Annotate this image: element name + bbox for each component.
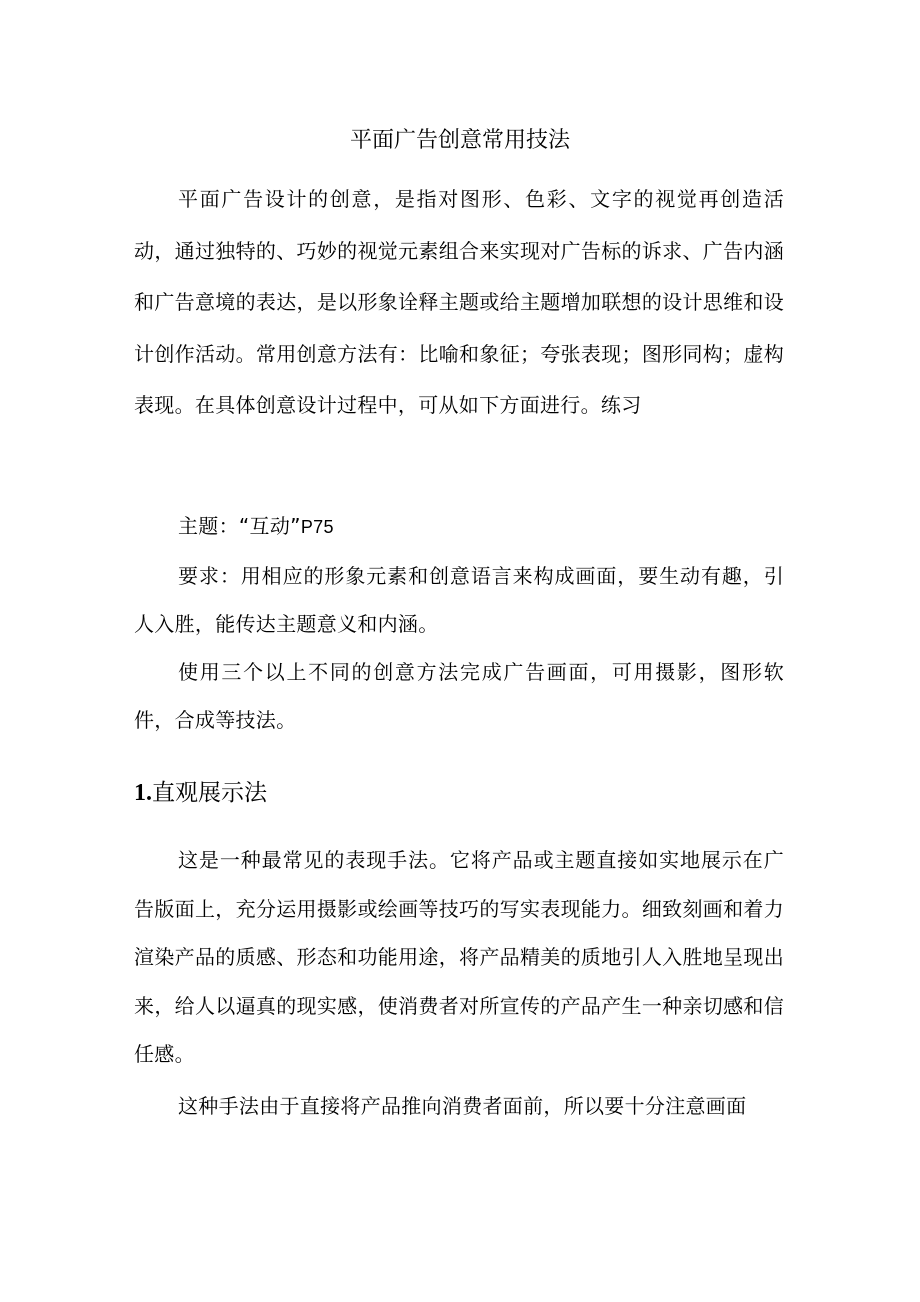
exercise-topic-page-ref: P75 — [300, 517, 334, 537]
exercise-topic — [134, 506, 784, 547]
section-paragraph-1: 这是一种最常见的表现手法。它将产品或主题直接如实地展示在广告版面上，充分运用摄影或绘画等技巧的写实表现能力。细致刻画和着力渲染产品的质感、形态和功能用途，将产品精美的质地引人入胜地呈现出来，给人以逼真的现实感，使消费者对所宣传的产品产生一种亲切感和信任感。 — [134, 848, 784, 1066]
section-title: 直观展示法 — [152, 780, 267, 806]
exercise-topic-text: 主题：“互动” — [178, 514, 301, 538]
section-heading — [134, 775, 267, 811]
exercise-method: 使用三个以上不同的创意方法完成广告画面，可用摄影，图形软件，合成等技法。 — [134, 660, 784, 732]
intro-paragraph: 平面广告设计的创意，是指对图形、色彩、文字的视觉再创造活动，通过独特的、巧妙的视觉元素组合来实现对广告标的诉求、广告内涵和广告意境的表达，是以形象诠释主题或给主题增加联想的设计思维和设计创作活动。常用创意方法有：比喻和象征；夸张表现；图形同构；虚构表现。在具体创意设计过程中，可从如下方面进行。练习 — [134, 187, 784, 417]
section-number: 1. — [134, 780, 152, 806]
exercise-requirement: 要求：用相应的形象元素和创意语言来构成画面，要生动有趣，引人入胜，能传达主题意义和内涵。 — [134, 564, 784, 636]
section-paragraph-2: 这种手法由于直接将产品推向消费者面前，所以要十分注意画面 — [178, 1094, 747, 1118]
document-title: 平面广告创意常用技法 — [349, 128, 570, 153]
